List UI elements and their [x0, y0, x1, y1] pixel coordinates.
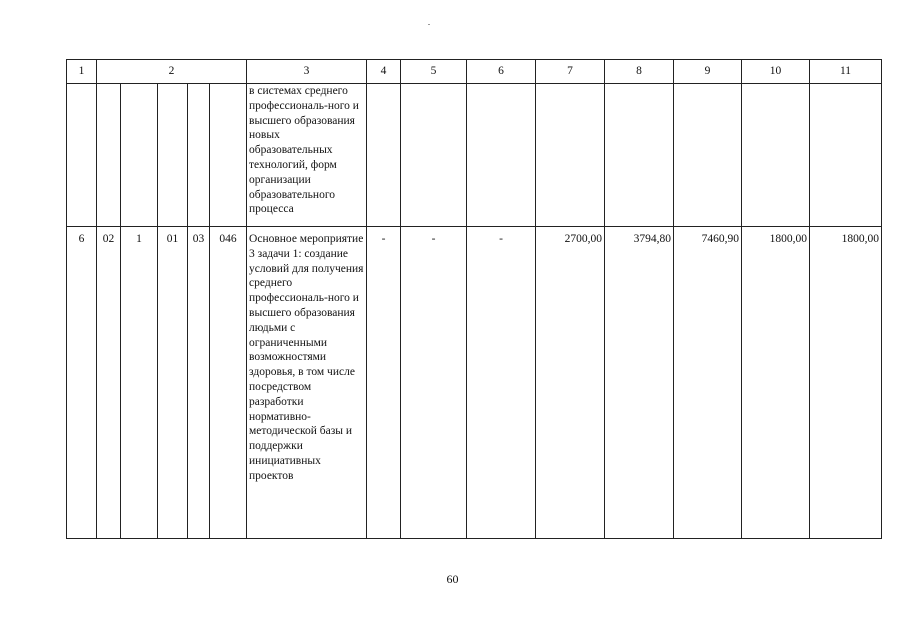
cell-value: 7460,90 [674, 227, 742, 539]
header-cell: 10 [742, 60, 810, 84]
cell-empty [674, 84, 742, 227]
table-row-main [67, 227, 882, 539]
cell-code: 046 [210, 227, 247, 539]
cell-empty [536, 84, 605, 227]
cell-value: - [367, 227, 401, 539]
cell-description: Основное мероприятие 3 задачи 1: создание условий для получения среднего профессиональ-ного и высшего образования людьми с ограниченными возможностями здоровья, в том числе посредством разработки нормативно-методической базы и поддержки инициативных проектов [247, 227, 367, 539]
header-cell: 2 [97, 60, 247, 84]
cell-empty [810, 84, 882, 227]
cell-empty [67, 84, 97, 227]
budget-table [66, 59, 882, 539]
cell-value: 3794,80 [605, 227, 674, 539]
header-cell: 11 [810, 60, 882, 84]
cell-number: 6 [67, 227, 97, 539]
cell-empty [121, 84, 158, 227]
header-cell: 4 [367, 60, 401, 84]
header-cell: 8 [605, 60, 674, 84]
cell-value: 1800,00 [742, 227, 810, 539]
cell-empty [367, 84, 401, 227]
cell-empty [188, 84, 210, 227]
table-row-continued [67, 84, 882, 227]
cell-value: 1800,00 [810, 227, 882, 539]
cell-empty [605, 84, 674, 227]
header-cell: 5 [401, 60, 467, 84]
cell-empty [401, 84, 467, 227]
cell-code: 02 [97, 227, 121, 539]
cell-code: 03 [188, 227, 210, 539]
header-cell: 3 [247, 60, 367, 84]
cell-value: - [467, 227, 536, 539]
cell-code: 01 [158, 227, 188, 539]
cell-empty [210, 84, 247, 227]
header-cell: 7 [536, 60, 605, 84]
cell-empty [467, 84, 536, 227]
page-number: 60 [446, 572, 459, 586]
cell-value: 2700,00 [536, 227, 605, 539]
cell-empty [158, 84, 188, 227]
cell-description: в системах среднего профессиональ-ного и высшего образования новых образовательных технологий, форм организации образовательного процесса [247, 84, 367, 227]
cell-empty [97, 84, 121, 227]
cell-code: 1 [121, 227, 158, 539]
header-row [67, 60, 882, 84]
header-cell: 9 [674, 60, 742, 84]
header-cell: 1 [67, 60, 97, 84]
scan-speck [428, 24, 430, 25]
cell-empty [742, 84, 810, 227]
cell-value: - [401, 227, 467, 539]
header-cell: 6 [467, 60, 536, 84]
